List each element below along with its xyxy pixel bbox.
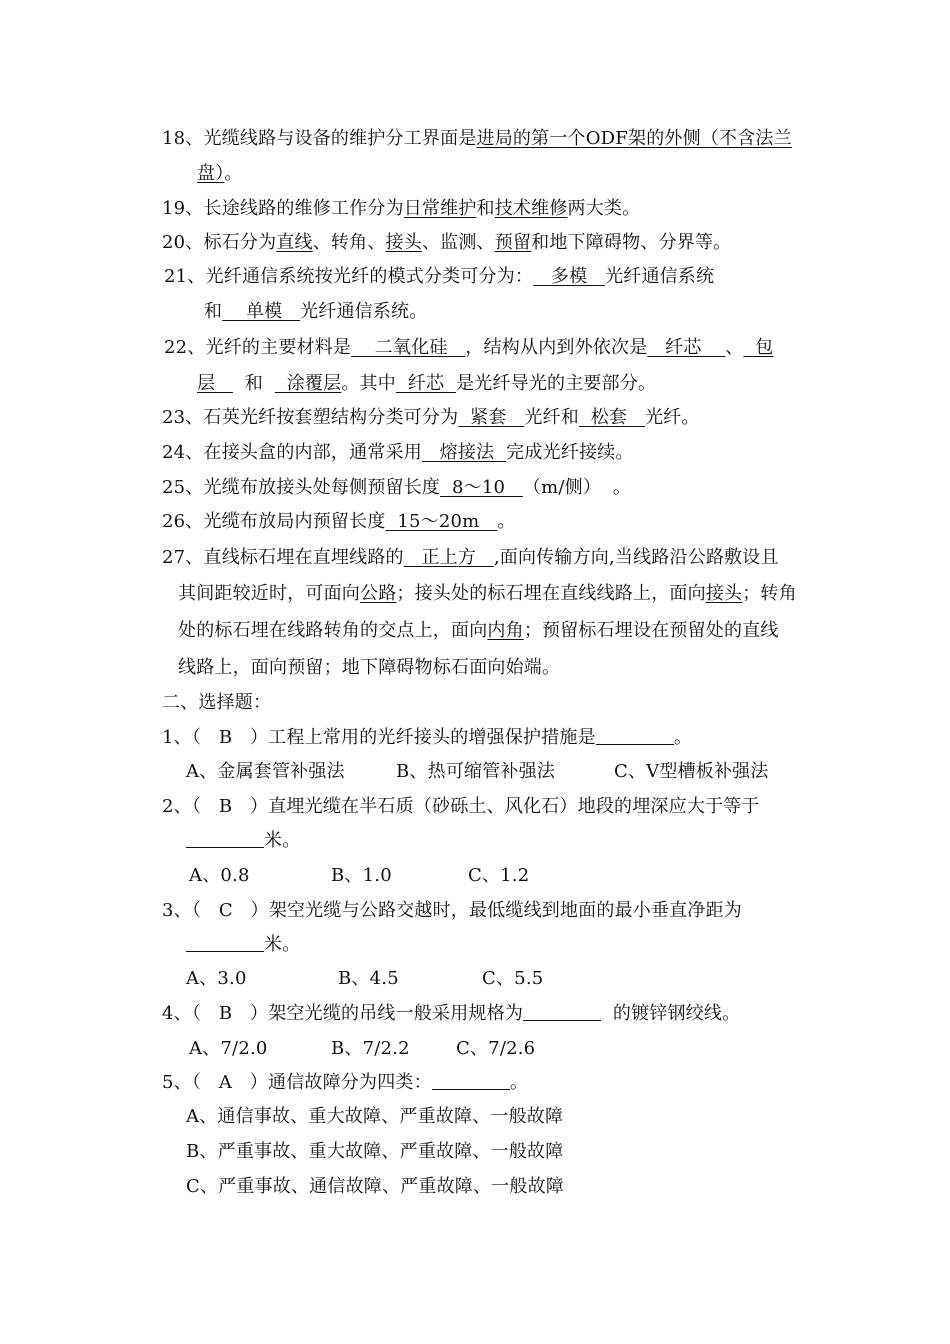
question-text: 和地下障碍物、分界等。 — [531, 232, 732, 253]
choice-5-option-c: C、严重事故、通信故障、严重故障、一般故障 — [186, 1176, 564, 1197]
answer-text: 公路 — [360, 583, 397, 604]
question-number: 25、 — [162, 477, 204, 498]
choice-question-4 — [162, 1002, 740, 1026]
question-text: 的镀锌钢绞线。 — [612, 1003, 741, 1024]
question-text: 石英光纤按套塑结构分类可分为 — [203, 407, 459, 428]
question-text: 光纤通信系统 — [605, 266, 715, 287]
question-text: （m/侧） 。 — [522, 477, 632, 498]
question-number: 19、 — [162, 198, 204, 219]
answer-paren: （ C ） — [191, 900, 269, 921]
question-text: 处的标石埋在线路转角的交点上，面向 — [178, 620, 488, 641]
question-20 — [162, 231, 731, 255]
answer-text: 8～10 — [440, 477, 523, 498]
question-number: 21、 — [164, 266, 206, 287]
question-text: 两大类。 — [567, 198, 641, 219]
question-number: 1、 — [162, 727, 192, 748]
choice-5-option-b: B、严重事故、重大故障、严重故障、一般故障 — [186, 1141, 564, 1162]
answer-paren: （ B ） — [191, 1003, 269, 1024]
question-number: 2、 — [162, 796, 192, 817]
question-23 — [162, 406, 700, 430]
answer-text: 单模 — [222, 301, 301, 322]
question-text: 米。 — [264, 934, 301, 955]
answer-paren: （ A ） — [191, 1072, 268, 1093]
question-text: 架空光缆的吊线一般采用规格为 — [268, 1003, 524, 1024]
question-number: 24、 — [162, 442, 204, 463]
question-text: 。 — [509, 1072, 529, 1093]
question-text: ；转角 — [742, 583, 797, 604]
question-text: 直埋光缆在半石质（砂砾土、风化石）地段的埋深应大于等于 — [268, 796, 760, 817]
answer-text: 直线 — [276, 232, 313, 253]
question-25 — [162, 476, 631, 500]
question-number: 18、 — [162, 128, 204, 149]
choice-3-option-c: C、5.5 — [482, 968, 544, 989]
question-text: 通信故障分为四类： — [268, 1072, 432, 1093]
question-18-line-2 — [197, 162, 243, 186]
question-text: 光纤通信系统。 — [300, 301, 428, 322]
answer-blank — [432, 1071, 510, 1090]
question-text: 。 — [673, 727, 693, 748]
question-number: 27、 — [162, 547, 204, 568]
choice-1-option-c: C、V型槽板补强法 — [614, 761, 769, 782]
question-text: 和 — [244, 373, 264, 394]
answer-blank — [523, 1002, 601, 1021]
answer-text: 进局的第一个ODF架的外侧（不含法兰 — [476, 128, 792, 149]
answer-text: 接头 — [705, 583, 743, 604]
question-21-line-2 — [204, 300, 427, 324]
question-text: 在接头盒的内部，通常采用 — [203, 442, 422, 463]
question-27-line-1 — [162, 546, 779, 570]
question-text: 线路上，面向预留；地下障碍物标石面向始端。 — [178, 657, 561, 678]
question-text: 和 — [204, 301, 223, 322]
question-text: 、转角、 — [312, 232, 386, 253]
question-text: 光纤。 — [644, 407, 700, 428]
question-text: 长途线路的维修工作分为 — [203, 198, 404, 219]
answer-text: 二氧化硅 — [351, 337, 466, 358]
question-number: 23、 — [162, 407, 204, 428]
choice-2-option-a: A、0.8 — [189, 865, 250, 886]
question-27-line-3 — [178, 619, 779, 643]
choice-question-5 — [162, 1071, 528, 1095]
question-text: 是光纤导光的主要部分。 — [456, 373, 657, 394]
answer-text: 纤芯 — [395, 373, 457, 394]
answer-text: 正上方 — [403, 547, 494, 568]
question-22-line-2 — [197, 372, 656, 396]
question-number: 20、 — [162, 232, 204, 253]
answer-paren: （ B ） — [191, 727, 269, 748]
question-text: 。其中 — [341, 373, 396, 394]
question-text: 。 — [224, 163, 243, 184]
section-title: 二、选择题： — [162, 692, 272, 713]
answer-text: 盘） — [197, 163, 225, 184]
answer-text: 包 — [743, 337, 774, 358]
answer-text: 内角 — [487, 620, 524, 641]
choice-3-option-b: B、4.5 — [338, 968, 399, 989]
question-text: 光纤通信系统按光纤的模式分类可分为： — [205, 266, 534, 287]
choice-question-1 — [162, 726, 692, 750]
question-text: 其间距较近时，可面向 — [178, 583, 360, 604]
choice-2-option-b: B、1.0 — [331, 865, 392, 886]
answer-blank — [596, 726, 674, 745]
question-27-line-4 — [178, 656, 560, 680]
question-22-line-1 — [164, 336, 774, 360]
question-number: 4、 — [162, 1003, 192, 1024]
question-text: 、监测、 — [421, 232, 495, 253]
choice-question-2-line-1 — [162, 795, 760, 819]
answer-text: 技术维修 — [494, 198, 568, 219]
question-text: ；接头处的标石埋在直线线路上，面向 — [396, 583, 706, 604]
question-text: 米。 — [264, 830, 301, 851]
choice-5-option-a: A、通信事故、重大故障、严重故障、一般故障 — [186, 1106, 564, 1127]
answer-text: 15～20m — [385, 511, 498, 532]
question-24 — [162, 441, 634, 465]
question-text: 光纤和 — [524, 407, 579, 428]
question-text: ,面向传输方向,当线路沿公路敷设且 — [493, 547, 779, 568]
choice-4-option-a: A、7/2.0 — [189, 1038, 268, 1059]
question-text: ；预留标石埋设在预留处的直线 — [523, 620, 779, 641]
answer-text: 涂覆层 — [274, 373, 342, 394]
question-text: 完成光纤接续。 — [506, 442, 634, 463]
choice-4-option-b: B、7/2.2 — [331, 1038, 410, 1059]
answer-blank — [186, 829, 264, 848]
answer-text: 日常维护 — [403, 198, 477, 219]
answer-text: 紧套 — [458, 407, 525, 428]
answer-text: 松套 — [578, 407, 645, 428]
answer-paren: （ B ） — [191, 796, 269, 817]
answer-blank — [186, 933, 264, 952]
question-text: 标石分为 — [203, 232, 277, 253]
question-text: 光纤的主要材料是 — [205, 337, 352, 358]
question-text: 架空光缆与公路交越时，最低缆线到地面的最小垂直净距为 — [268, 900, 742, 921]
question-number: 26、 — [162, 511, 204, 532]
question-text: 和 — [476, 198, 495, 219]
answer-text: 预留 — [494, 232, 532, 253]
question-21-line-1 — [164, 265, 714, 289]
choice-question-2-line-2 — [186, 829, 300, 853]
choice-2-option-c: C、1.2 — [468, 865, 530, 886]
question-26 — [162, 510, 515, 534]
question-number: 3、 — [162, 900, 192, 921]
answer-text: 接头 — [385, 232, 422, 253]
choice-question-3-line-2 — [186, 933, 300, 957]
question-text: 光缆布放接头处每侧预留长度 — [203, 477, 441, 498]
answer-text: 多模 — [533, 266, 606, 287]
choice-question-3-line-1 — [162, 899, 742, 923]
question-text: 工程上常用的光纤接头的增强保护措施是 — [268, 727, 596, 748]
answer-text: 纤芯 — [647, 337, 726, 358]
question-text: 光缆线路与设备的维护分工界面是 — [203, 128, 477, 149]
question-text: 、 — [725, 337, 744, 358]
choice-1-option-a: A、金属套管补强法 — [186, 761, 345, 782]
question-number: 5、 — [162, 1072, 192, 1093]
choice-3-option-a: A、3.0 — [186, 968, 247, 989]
question-27-line-2 — [178, 582, 797, 606]
choice-1-option-b: B、热可缩管补强法 — [396, 761, 556, 782]
answer-text: 层 — [197, 373, 233, 394]
choice-4-option-c: C、7/2.6 — [456, 1038, 536, 1059]
question-18-line-1 — [162, 127, 792, 151]
question-number: 22、 — [164, 337, 206, 358]
answer-text: 熔接法 — [421, 442, 507, 463]
question-text: 。 — [497, 511, 516, 532]
question-text: 直线标石埋在直埋线路的 — [203, 547, 404, 568]
question-text: ，结构从内到外依次是 — [465, 337, 648, 358]
question-19 — [162, 197, 640, 221]
question-text: 光缆布放局内预留长度 — [203, 511, 386, 532]
